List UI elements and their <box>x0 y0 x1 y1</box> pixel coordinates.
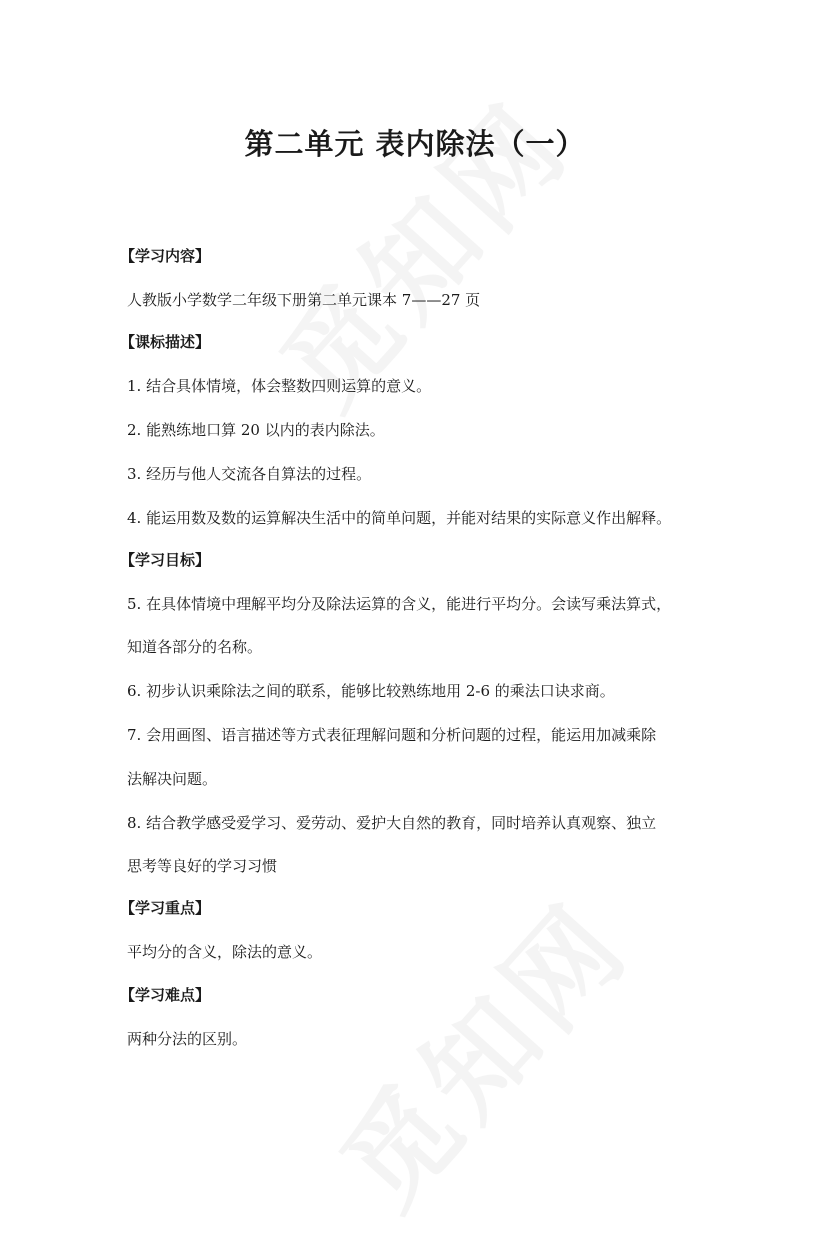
heading-content: 【学习内容】 <box>120 247 211 265</box>
content-text: 人教版小学数学二年级下册第二单元课本 7——27 页 <box>127 291 481 309</box>
heading-difficulties: 【学习难点】 <box>120 986 211 1004</box>
standard-item-2: 2. 能熟练地口算 20 以内的表内除法。 <box>127 421 385 439</box>
heading-goals: 【学习目标】 <box>120 551 211 569</box>
goal-line-3: 6. 初步认识乘除法之间的联系，能够比较熟练地用 2-6 的乘法口诀求商。 <box>127 682 615 700</box>
goal-line-4: 7. 会用画图、语言描述等方式表征理解问题和分析问题的过程，能运用加减乘除 <box>127 726 657 744</box>
goal-line-6: 8. 结合教学感受爱学习、爱劳动、爱护大自然的教育，同时培养认真观察、独立 <box>127 814 657 832</box>
standard-item-4: 4. 能运用数及数的运算解决生活中的简单问题，并能对结果的实际意义作出解释。 <box>127 509 672 527</box>
goal-line-7: 思考等良好的学习习惯 <box>127 857 278 875</box>
watermark-bottom <box>300 862 658 1235</box>
standard-item-3: 3. 经历与他人交流各自算法的过程。 <box>127 465 372 483</box>
goal-line-5: 法解决问题。 <box>127 770 218 788</box>
document-title: 第二单元 表内除法（一） <box>244 127 586 161</box>
key-points-text: 平均分的含义，除法的意义。 <box>127 943 323 961</box>
difficulties-text: 两种分法的区别。 <box>127 1030 248 1048</box>
goal-line-2: 知道各部分的名称。 <box>127 638 263 656</box>
goal-line-1: 5. 在具体情境中理解平均分及除法运算的含义，能进行平均分。会读写乘法算式， <box>127 595 672 613</box>
heading-key-points: 【学习重点】 <box>120 899 211 917</box>
standard-item-1: 1. 结合具体情境，体会整数四则运算的意义。 <box>127 377 432 395</box>
heading-standards: 【课标描述】 <box>120 333 211 351</box>
